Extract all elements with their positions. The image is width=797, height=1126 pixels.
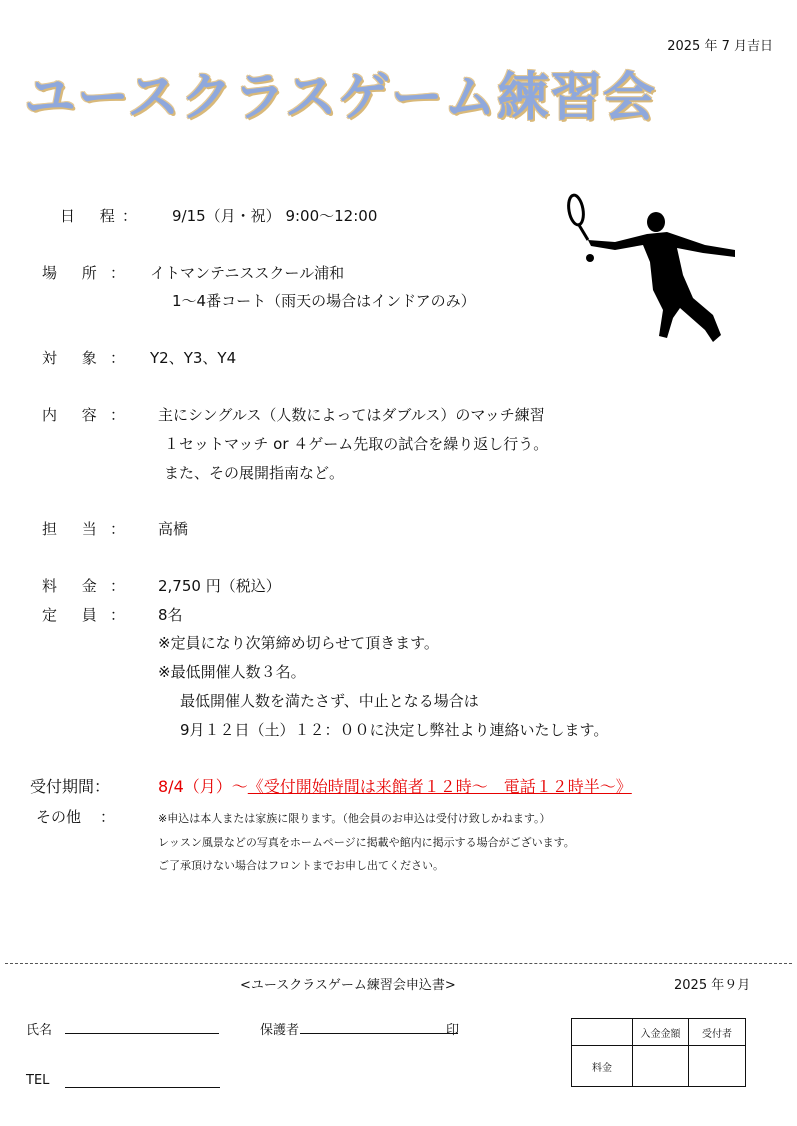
content-line: また、その展開指南など。 — [164, 464, 345, 482]
form-date: 2025 年９月 — [674, 978, 751, 993]
fee-receipt-table — [571, 1018, 746, 1087]
capacity-note: 9月１２日（土）１２：００に決定し弊社より連絡いたします。 — [180, 721, 609, 739]
capacity-note: ※定員になり次第締め切らせて頂きます。 — [158, 634, 439, 652]
table-header: 受付者 — [689, 1019, 746, 1046]
tennis-racket-icon — [567, 194, 588, 240]
seal-label: 印 — [446, 1023, 460, 1038]
reception-value — [158, 774, 632, 797]
guardian-label: 保護者 — [260, 1023, 300, 1038]
place-label: 場 所 — [42, 264, 107, 282]
tel-field[interactable] — [65, 1087, 220, 1088]
form-title: <ユースクラスゲーム練習会申込書> — [240, 978, 456, 993]
tennis-ball-icon — [586, 254, 594, 262]
coach-value: 高橋 — [158, 520, 189, 538]
content-colon: ： — [110, 406, 126, 424]
other-note: レッスン風景などの写真をホームページに掲載や館内に掲示する場合がございます。 — [158, 836, 575, 849]
cut-line-divider — [5, 963, 792, 964]
page-title: ユースクラスゲーム練習会 — [24, 68, 656, 128]
other-note: ※申込は本人または家族に限ります。（他会員のお申込は受付け致しかねます。） — [158, 812, 551, 825]
reception-label: 受付期間： — [30, 777, 111, 796]
amount-cell[interactable] — [633, 1046, 689, 1087]
other-label: その他 — [36, 808, 82, 826]
name-label: 氏名 — [26, 1023, 53, 1038]
table-row — [572, 1046, 746, 1087]
reception-hours: 《受付開始時間は来館者１２時～ 電話１２時半～》 — [247, 777, 632, 796]
tel-label: TEL — [26, 1073, 50, 1088]
target-colon: ： — [110, 349, 126, 367]
place-value: イトマンテニススクール浦和 — [150, 264, 345, 282]
content-line: 主にシングルス（人数によってはダブルス）のマッチ練習 — [158, 406, 545, 424]
other-colon: ： — [100, 808, 116, 826]
fee-value: 2,750 円（税込） — [158, 577, 281, 595]
reception-date: 8/4（月）～ — [158, 777, 248, 796]
receptionist-cell[interactable] — [689, 1046, 746, 1087]
table-header: 入金金額 — [633, 1019, 689, 1046]
capacity-colon: ： — [110, 606, 126, 624]
issue-date: 2025 年 7 月吉日 — [667, 39, 773, 54]
target-label: 対 象 — [42, 349, 107, 367]
fee-colon: ： — [110, 577, 126, 595]
table-cell-empty — [572, 1019, 633, 1046]
fee-label: 料 金 — [42, 577, 107, 595]
capacity-note: 最低開催人数を満たさず、中止となる場合は — [180, 692, 479, 710]
target-value: Y2、Y3、Y4 — [150, 349, 237, 367]
schedule-label: 日 程 — [60, 207, 125, 225]
schedule-colon: ： — [122, 207, 138, 225]
capacity-label: 定 員 — [42, 606, 107, 624]
guardian-field[interactable] — [300, 1033, 458, 1034]
capacity-note: ※最低開催人数３名。 — [158, 663, 306, 681]
content-label: 内 容 — [42, 406, 107, 424]
other-note: ご了承頂けない場合はフロントまでお申し出てください。 — [158, 859, 444, 872]
coach-label: 担 当 — [42, 520, 107, 538]
schedule-value: 9/15（月・祝） 9:00～12:00 — [172, 207, 378, 225]
table-row-label: 料金 — [572, 1046, 633, 1087]
place-colon: ： — [110, 264, 126, 282]
place-court: 1～4番コート（雨天の場合はインドアのみ） — [172, 292, 476, 310]
player-silhouette-icon — [588, 212, 735, 342]
coach-colon: ： — [110, 520, 126, 538]
tennis-player-illustration — [555, 190, 745, 350]
capacity-value: 8名 — [158, 606, 183, 624]
name-field[interactable] — [65, 1033, 219, 1034]
content-line: １セットマッチ or ４ゲーム先取の試合を繰り返し行う。 — [164, 435, 549, 453]
table-row — [572, 1019, 746, 1046]
